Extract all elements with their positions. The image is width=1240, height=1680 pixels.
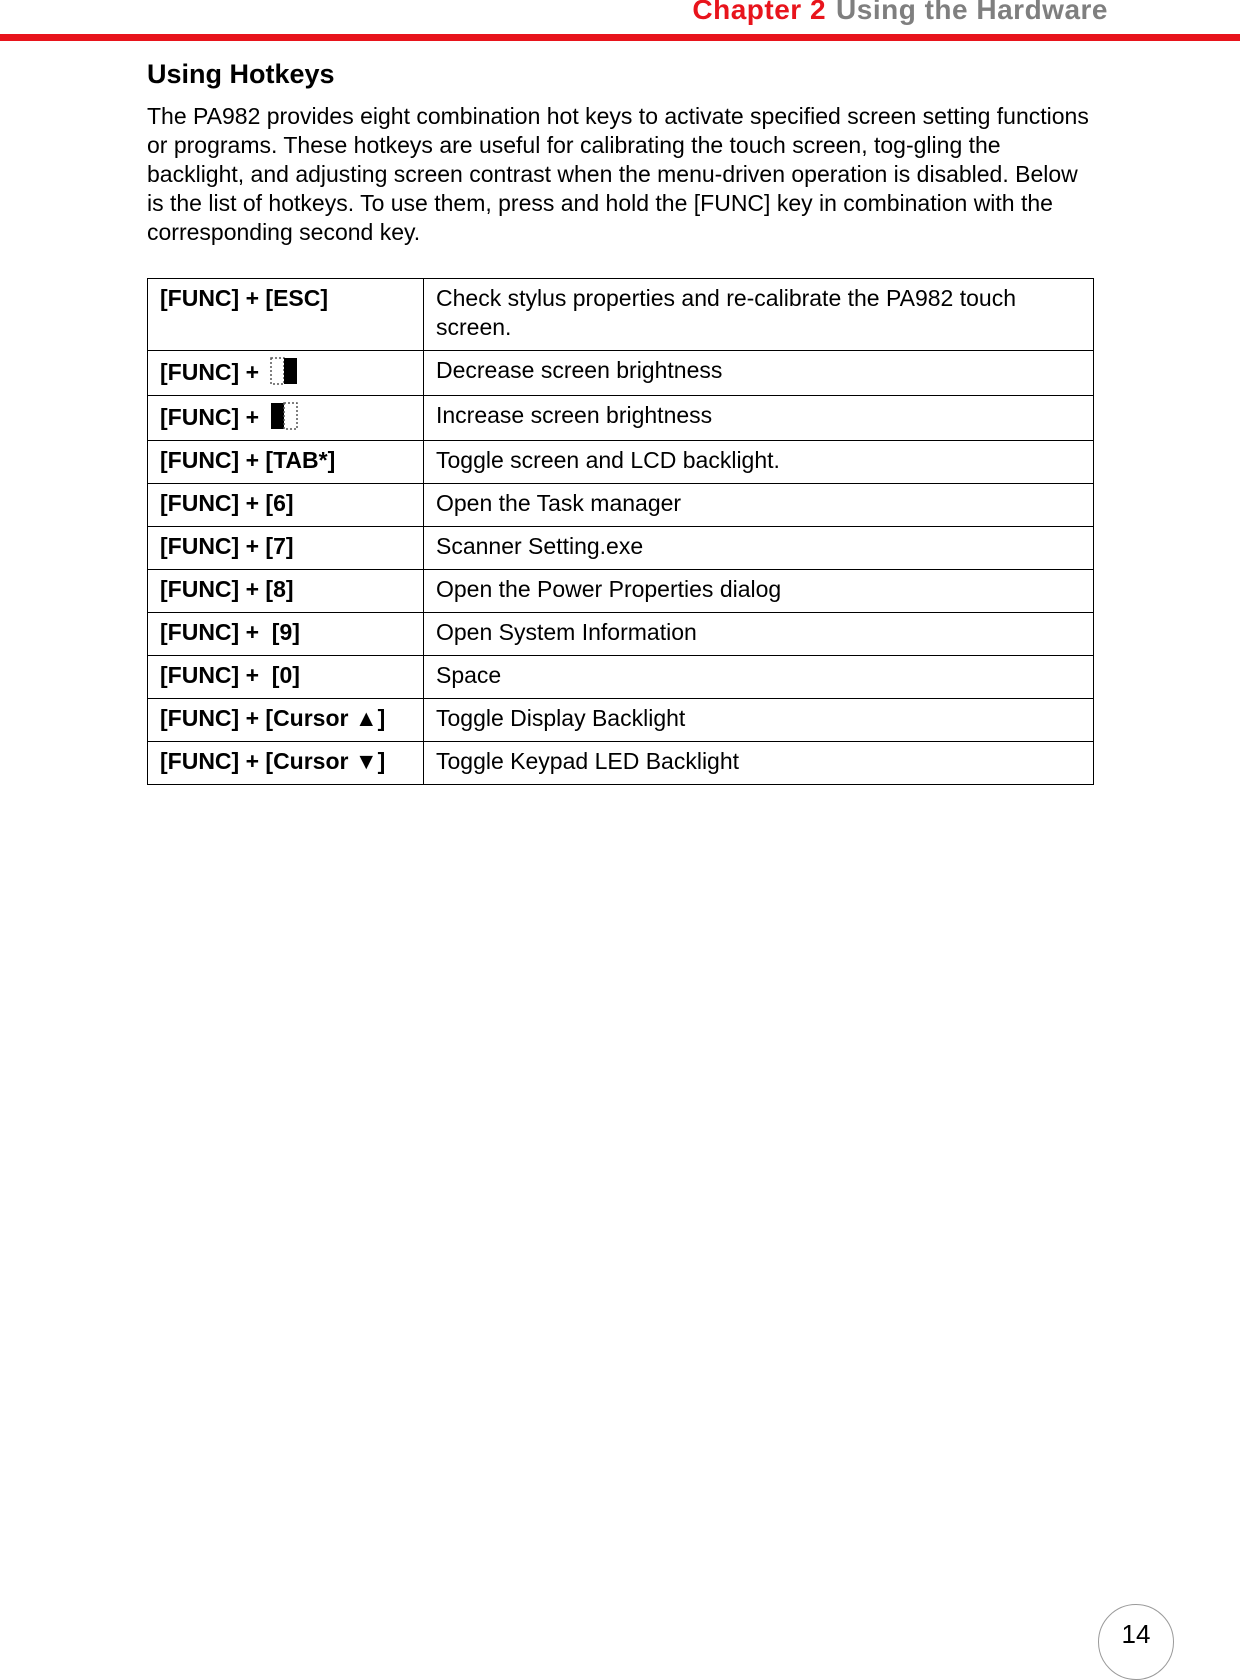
hotkey-cell bbox=[148, 396, 424, 441]
hotkey-cell bbox=[148, 279, 424, 351]
hotkey-cell bbox=[148, 351, 424, 396]
hotkey-label: [FUNC] + bbox=[160, 404, 266, 430]
description-cell: Toggle Keypad LED Backlight bbox=[424, 742, 1094, 785]
header-rule bbox=[0, 34, 1240, 41]
chapter-title: Using the Hardware bbox=[836, 0, 1108, 25]
hotkey-cell bbox=[148, 527, 424, 570]
description-cell: Toggle Display Backlight bbox=[424, 699, 1094, 742]
page-number-badge bbox=[1098, 1604, 1174, 1680]
description-cell: Increase screen brightness bbox=[424, 396, 1094, 441]
hotkey-cell bbox=[148, 742, 424, 785]
table-row bbox=[148, 742, 1094, 785]
hotkey-cell bbox=[148, 484, 424, 527]
chapter-label: Chapter 2 bbox=[692, 0, 827, 25]
table-row bbox=[148, 279, 1094, 351]
hotkey-cell bbox=[148, 613, 424, 656]
table-row bbox=[148, 484, 1094, 527]
description-cell: Toggle screen and LCD backlight. bbox=[424, 441, 1094, 484]
table-row bbox=[148, 351, 1094, 396]
brightness-decrease-icon bbox=[269, 356, 299, 386]
table-row bbox=[148, 656, 1094, 699]
hotkey-label: [FUNC] + [TAB*] bbox=[160, 447, 336, 473]
description-cell: Space bbox=[424, 656, 1094, 699]
table-row bbox=[148, 396, 1094, 441]
table-row bbox=[148, 613, 1094, 656]
table-row bbox=[148, 570, 1094, 613]
hotkey-label: [FUNC] + [9] bbox=[160, 619, 300, 645]
hotkey-label: [FUNC] + [Cursor ▼] bbox=[160, 748, 386, 774]
running-header bbox=[692, 0, 1108, 26]
table-row bbox=[148, 699, 1094, 742]
hotkey-cell bbox=[148, 699, 424, 742]
description-cell: Open the Power Properties dialog bbox=[424, 570, 1094, 613]
hotkey-label: [FUNC] + [Cursor ▲] bbox=[160, 705, 386, 731]
hotkey-label: [FUNC] + [6] bbox=[160, 490, 294, 516]
description-cell: Decrease screen brightness bbox=[424, 351, 1094, 396]
hotkey-label: [FUNC] + [7] bbox=[160, 533, 294, 559]
table-row bbox=[148, 527, 1094, 570]
page-number: 14 bbox=[1121, 1619, 1151, 1649]
hotkey-label: [FUNC] + [0] bbox=[160, 662, 300, 688]
description-cell: Check stylus properties and re-calibrate the PA982 touch screen. bbox=[424, 279, 1094, 351]
hotkey-label: [FUNC] + [8] bbox=[160, 576, 294, 602]
description-cell: Open System Information bbox=[424, 613, 1094, 656]
hotkey-label: [FUNC] + [ESC] bbox=[160, 285, 329, 311]
description-cell: Scanner Setting.exe bbox=[424, 527, 1094, 570]
intro-paragraph: The PA982 provides eight combination hot keys to activate specified screen setting functions or programs. These hotkeys are useful for calibrating the touch screen, tog-gling the backlight, and adjusting screen contrast when the menu-driven operation is disabled. Below is the list of hotkeys. To use them, press and hold the [FUNC] key in combination with the corresponding second key. bbox=[147, 103, 1089, 245]
hotkey-cell bbox=[148, 441, 424, 484]
description-cell: Open the Task manager bbox=[424, 484, 1094, 527]
section-title: Using Hotkeys bbox=[147, 59, 335, 89]
brightness-increase-icon bbox=[269, 401, 299, 431]
hotkey-label: [FUNC] + bbox=[160, 359, 266, 385]
table-row bbox=[148, 441, 1094, 484]
hotkeys-table bbox=[147, 278, 1094, 785]
hotkey-cell bbox=[148, 570, 424, 613]
hotkey-cell bbox=[148, 656, 424, 699]
